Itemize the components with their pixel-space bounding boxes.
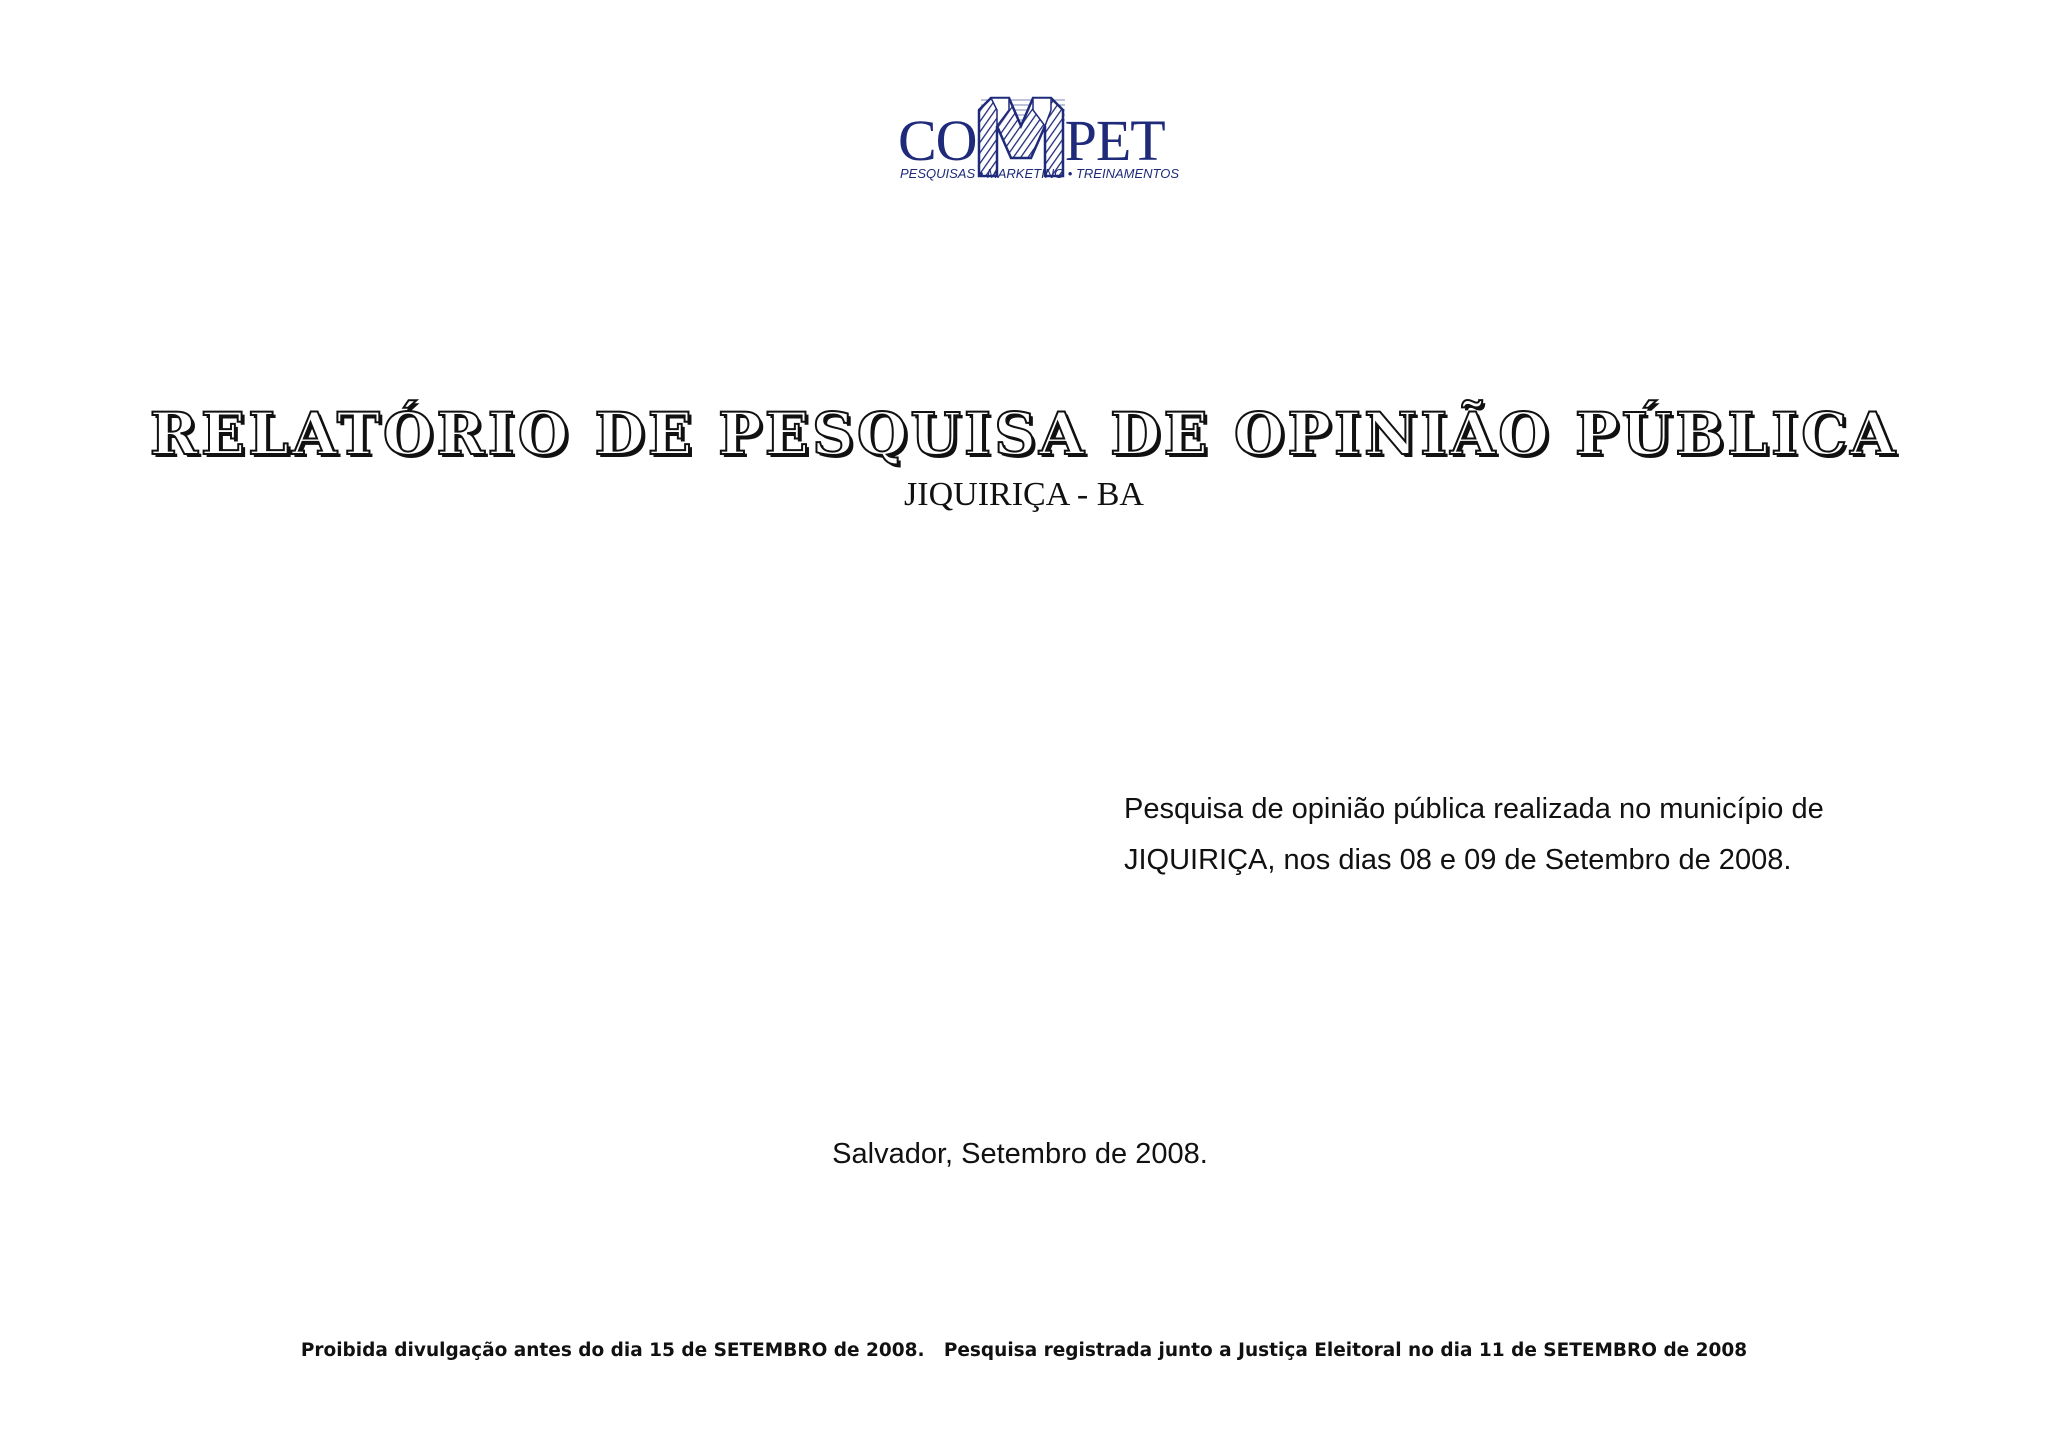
report-title: RELATÓRIO DE PESQUISA DE OPINIÃO PÚBLICA — [149, 400, 1899, 468]
report-subtitle: JIQUIRIÇA - BA — [904, 476, 1144, 513]
logo-tagline: PESQUISAS • MARKETING • TREINAMENTOS — [900, 166, 1180, 181]
company-logo — [898, 92, 1198, 184]
logo-wordmark — [898, 108, 1165, 173]
place-and-date: Salvador, Setembro de 2008. — [832, 1138, 1208, 1170]
footer-notice-registration: Pesquisa registrada junto a Justiça Eleitoral no dia 11 de SETEMBRO de 2008 — [943, 1340, 1748, 1361]
survey-description — [1124, 784, 1944, 886]
survey-description-line-1: Pesquisa de opinião pública realizada no município de — [1124, 793, 1824, 825]
logo-text-right: PET — [1064, 108, 1165, 173]
survey-description-line-2: JIQUIRIÇA, nos dias 08 e 09 de Setembro de 2008. — [1124, 844, 1792, 876]
footer-notice-disclosure: Proibida divulgação antes do dia 15 de SETEMBRO de 2008. — [300, 1340, 925, 1361]
logo-text-left: CO — [898, 108, 977, 173]
footer-notice — [0, 1340, 2048, 1361]
